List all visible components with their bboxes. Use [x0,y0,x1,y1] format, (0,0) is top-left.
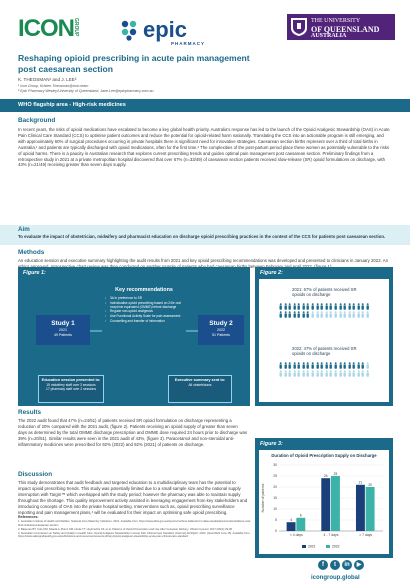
person-icon [288,303,291,310]
person-icon [288,362,291,369]
person-icon [352,303,355,310]
person-icon [329,362,332,369]
key-item: • Counselling and transfer of information [110,319,186,323]
poster-header [0,0,410,50]
education-session-box [38,375,104,403]
website-link[interactable]: icongroup.global [311,575,360,581]
person-icon [357,311,360,318]
references-list [18,520,252,539]
person-icon [334,362,337,369]
figure-2-label: Figure 2: [260,270,283,276]
key-item: • 3A in preference to SR [110,296,186,300]
flagship-text: WHO flagship area - High-risk medicines [18,102,126,108]
study-1-year: 2021 [59,328,67,332]
person-icon [316,362,319,369]
education-heading: Education session presented to: [41,378,101,382]
aim-text: To evaluate the impact of obstetrician, midwifery and pharmacist education on discharge opioid prescribing practices in the context of the CCS for patients post caesarean section. [18,234,386,239]
person-icon [302,311,305,318]
person-icon [293,303,296,310]
person-icon [320,362,323,369]
affiliation-1: ¹ Icon Group, Kristen.Theosman@icon.team [18,84,89,88]
person-icon [311,370,314,377]
person-icon [357,362,360,369]
study-1-title: Study 1 [51,320,75,327]
person-icon [288,311,291,318]
y-tick-label: 5 [275,518,277,523]
person-icon [320,370,323,377]
education-line: 15 midwifery staff over 3 sessions [46,383,96,387]
reference-item: 1. Australian Institute of Health and Welfare. National Core Maternity Indicators. 2021. Available from: https://www.aihw.gov.au/reports/mothers-babies/ncmi-data-visualisations/contents/labour-and-birth-indicators/caesarean-section [18,520,251,527]
person-icon [348,370,351,377]
executive-summary-box [168,375,232,403]
study-2-patients: 51 Patients [212,333,230,337]
person-icon [352,362,355,369]
figure-3 [255,438,393,558]
uq-crest-icon [290,17,308,37]
person-icon [297,370,300,377]
person-icon [320,303,323,310]
person-icon [366,303,369,310]
person-icon [348,303,351,310]
figure-2-text-2021: 2021: 67% of patients received SR opioids on discharge [292,287,357,298]
youtube-icon[interactable]: ▶ [354,560,364,570]
person-icon [361,303,364,310]
person-icon [284,311,287,318]
person-icon [284,362,287,369]
person-icon [343,311,346,318]
chart-title: Duration of Opioid Prescription Supply on Discharge [271,453,377,458]
figure-2-text-2022: 2022: 47% of patients received SR opioids on discharge [292,346,357,357]
person-icon [288,370,291,377]
key-recommendations [102,287,186,387]
data-label: 4 [290,518,292,522]
person-icon [306,311,309,318]
person-icon [357,370,360,377]
person-icon [302,370,305,377]
executive-heading: Executive summary sent to: [174,378,226,382]
key-item: • Regular non-opioid analgesics [110,309,186,313]
affiliations [18,84,154,94]
pictogram-2022 [279,362,371,377]
person-icon [334,303,337,310]
legend-swatch [302,545,306,548]
person-icon [302,362,305,369]
legend-label: 2022 [332,544,340,549]
study-2-year: 2022 [217,328,225,332]
y-tick-label: 30 [273,463,277,468]
bar [296,518,305,531]
data-label: 25 [333,471,338,476]
study-1-box [36,315,90,345]
person-icon [366,311,369,318]
person-icon [361,362,364,369]
affiliation-2: ² Epic Pharmacy Wesley/University of Queensland, Jane.Lee@epicpharmacy.com.au [18,89,154,93]
key-item: • Use Functional Activity Scale for pain assessment [110,314,186,318]
data-label: 21 [358,480,363,485]
authors: K. THEOSMAN¹ and J. LEE² [18,77,77,82]
person-icon [293,362,296,369]
person-icon [311,303,314,310]
person-icon [325,303,328,310]
person-icon [316,370,319,377]
person-icon [325,362,328,369]
person-icon [339,362,342,369]
person-icon [297,303,300,310]
study-2-box [198,315,244,345]
epic-logo-word: epic [143,17,188,42]
person-icon [302,303,305,310]
bar [331,476,340,531]
person-icon [352,311,355,318]
person-icon [334,370,337,377]
person-icon [343,362,346,369]
figure-1-label: Figure 1: [23,270,46,276]
x-tick-label: < 4 days [289,533,303,537]
y-axis-label: Number of patients [261,483,265,513]
person-icon [320,311,323,318]
person-icon [357,303,360,310]
person-icon [329,311,332,318]
x-tick-label: > 7 days [359,533,373,537]
person-icon [334,311,337,318]
person-icon [348,311,351,318]
key-recommendations-list [102,296,186,323]
bar [321,478,330,531]
person-icon [348,362,351,369]
reference-item: 3. Australian Commission on Safety and Quality in Health Care. Opioid Analgesic Stewardship in Acute Pain Clinical Care Standard. [Internet] ACSQHC; 2022. [cited 2022 June 15]. Available from: https://www.safetyandquality.gov.au/publications-and-resources/resource-library/opioid-analgesic-stewardship-acute-pain-clinical-care-standard [18,531,251,539]
epic-logo-mark-icon [117,18,141,42]
person-icon [343,303,346,310]
y-tick-label: 20 [273,485,277,490]
key-recommendations-heading: Key recommendations [115,287,173,293]
person-icon [279,362,282,369]
y-tick-label: 25 [273,474,277,479]
references-heading: References: [18,515,39,519]
pictogram-2021 [279,303,371,318]
icon-group-logo [18,15,82,45]
methods-heading: Methods [18,249,45,256]
data-label: 6 [299,513,302,518]
y-tick-label: 10 [273,507,277,512]
person-icon [361,311,364,318]
person-icon [279,303,282,310]
data-label: 20 [368,482,372,487]
study-2-title: Study 2 [209,320,233,327]
twitter-icon[interactable]: t [330,560,340,570]
person-icon [316,311,319,318]
person-icon [306,303,309,310]
x-tick-label: 4 - 7 days [323,533,339,537]
aim-heading: Aim [18,226,30,233]
epic-pharmacy-logo [117,18,217,48]
linkedin-icon[interactable]: in [342,560,352,570]
person-icon [325,311,328,318]
flagship-banner [0,99,410,112]
legend-swatch [326,545,330,548]
legend-label: 2021 [308,544,316,549]
epic-logo-sub: PHARMACY [171,41,206,46]
person-icon [311,311,314,318]
results-text: The 2022 audit found that 47% (n=24/51) of patients received SR opioid formulation on discharge representing a reduction of 20% compared with the 2021 audit, (figure 2). Patients receiving an opioid supply of greater than seven days as determined by the total OMME discharge prescription and OMME dose required 24 hours prior to discharge was 39% (n=20/51). Similar results were seen in the 2021 audit of 43%, (figure 3). Paracetamol and non-steroidal anti-inflammatory medicines were prescribed for 92% (2022) and 92% (2021) of patients on discharge. [18,418,248,447]
person-icon [366,362,369,369]
person-icon [366,370,369,377]
uq-logo-line2: OF QUEENSLAND [311,25,380,34]
person-icon [293,370,296,377]
person-icon [339,311,342,318]
person-icon [279,311,282,318]
person-icon [279,370,282,377]
person-icon [329,370,332,377]
person-icon [293,311,296,318]
background-heading: Background [18,117,56,124]
key-item: • Individualise opioid prescribing based on 24hr oral morphine equivalent (OMME) before discharge [110,301,186,309]
person-icon [284,370,287,377]
person-icon [343,370,346,377]
person-icon [306,370,309,377]
facebook-icon[interactable]: f [318,560,328,570]
person-icon [325,370,328,377]
data-label: 24 [323,474,328,478]
bar [366,487,375,531]
person-icon [361,370,364,377]
person-icon [306,362,309,369]
social-links [318,560,364,570]
person-icon [311,362,314,369]
figure-3-label: Figure 3: [260,441,283,447]
icon-logo-sub: GROUP [73,18,79,37]
person-icon [284,303,287,310]
uq-logo [287,14,395,40]
icon-logo-word: ICON [18,15,74,42]
person-icon [339,370,342,377]
study-1-patients: 49 Patients [54,333,72,337]
bar [356,485,365,531]
person-icon [329,303,332,310]
aim-section [0,225,410,245]
executive-line: All obstetricians [188,383,212,387]
poster-title: Reshaping opioid prescribing in acute pain management post caesarean section [18,53,250,74]
y-tick-label: 0 [275,529,277,534]
figure-1 [18,267,250,406]
person-icon [297,311,300,318]
person-icon [316,303,319,310]
results-heading: Results [18,409,42,416]
discussion-text: This study demonstrates that audit feedback and targeted education to a multidisciplinary team has the potential to impact opioid prescribing trends. This study was potentially limited due to a small sample size and the national supply interruption with Targin™ which overlapped with the study period; however the pharmacy was able to maintain supply throughout the shortage. This quality improvement activity assisted in leveraging engagement from key stakeholders and introducing concepts of OAS into the private hospital setting. Interventions such as, opioid prescribing surveillance reporting and pain management plans,³ will be evaluated for their impact on optimising safe opioid prescribing. [18,480,248,515]
person-icon [339,303,342,310]
education-line: 17 pharmacy staff over 2 sessions [46,387,96,392]
uq-logo-line1: THE UNIVERSITY [311,18,361,24]
bar [287,522,296,531]
figure-2 [255,267,393,406]
opioid-duration-chart [259,461,389,553]
reference-item: 2. Bateman BT, Cole NM, Maeda A, Burns SM, Houle TT, Huybrechts KF, et al. Patterns of Opioid Prescription and Use After Cesarean Delivery. Obstet Gynecol. 2017;130(1):29-35 [18,527,232,531]
uq-logo-line3: AUSTRALIA [311,33,347,39]
person-icon [297,362,300,369]
figure-2-panel [259,279,389,402]
discussion-heading: Discussion [18,471,53,478]
y-tick-label: 15 [273,496,277,501]
methods-text: An education session and executive summary highlighting the audit results from 2021 and key opioid prescribing recommendations was developed and presented to clinicians in January 2022. An [18,258,388,263]
figure-3-panel [259,450,389,554]
background-text: In recent years, the risks of opioid medications have escalated to become a key global health priority. Australia's response has led to the launch of the Opioid Analgesic Stewardship (OAS) in Acute Pain Clinical Care Standard (CCS) to optimise patient outcomes and reduce the potential for opioid-related harm nationally. Translating the CCS into an actionable program is still emerging, and with approximately 60% of surgical procedures occurring in private hospitals there is significant need for innovative strategies. Caesarean section births represent over a third of total births in Australia,¹ and patients are typically discharged with opioid medications, often for the first time.² The complexities of the post-partum period place these women as potentially vulnerable to the risks of opioid harms. There is a paucity in Australian research that explores current prescribing trends and guides optimal pain management post caesarean section. Preliminary findings from a retrospective study in 2021 at a private metropolitan hospital discovered that over 67% (n=33/49) of caesarean section patients received slow-release (SR) opioid formulations on discharge, with 43% (n=21/49) receiving greater than seven days supply. [18,127,390,168]
person-icon [352,370,355,377]
